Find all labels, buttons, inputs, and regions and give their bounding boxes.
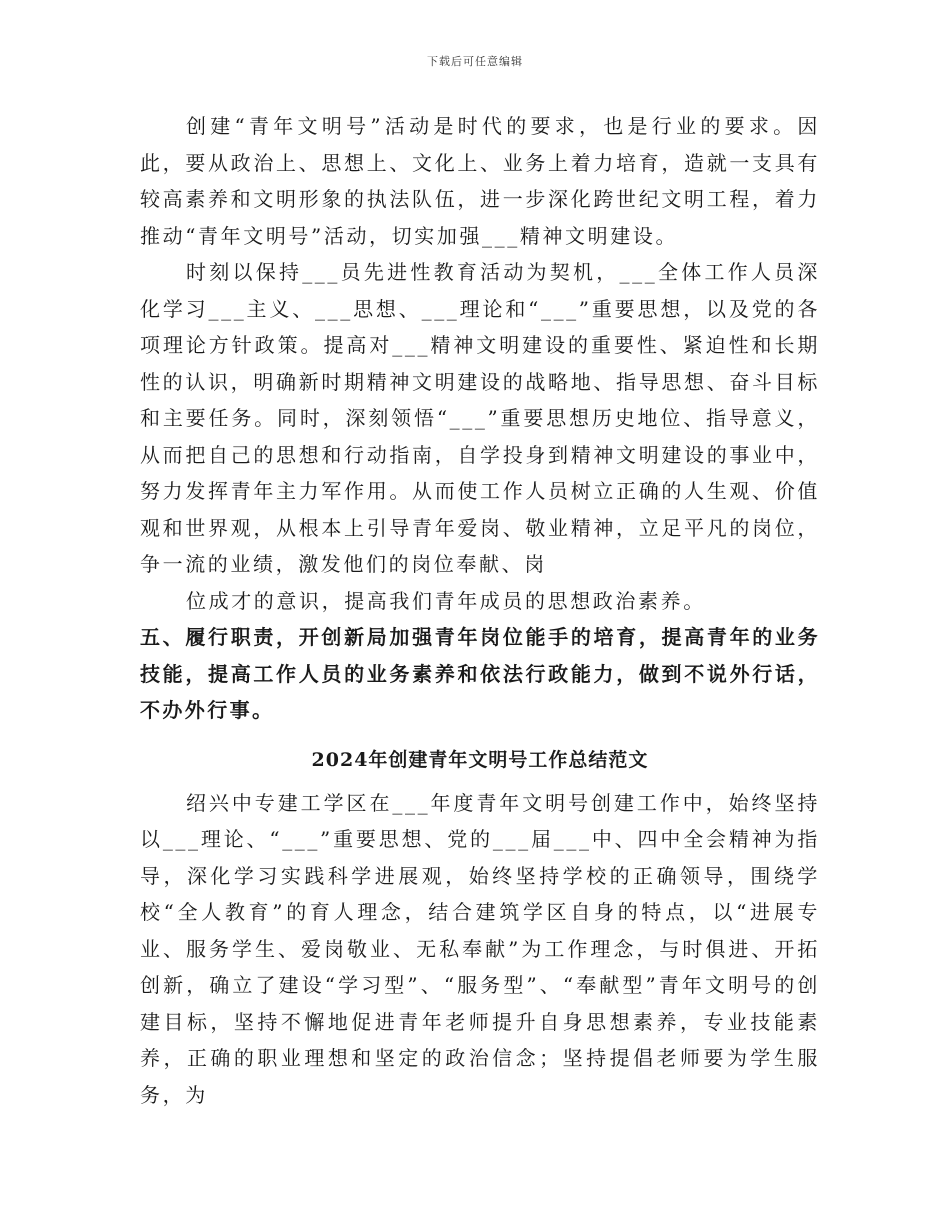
paragraph-2: 时刻以保持___员先进性教育活动为契机，___全体工作人员深化学习___主义、___思想、___理论和“___”重要思想，以及党的各项理论方针政策。提高对___精神文明建设的重要性、紧迫性和长期性的认识，明确新时期精神文明建设的战略地、指导思想、奋斗目标和主要任务。同时，深刻领悟“___”重要思想历史地位、指导意义，从而把自己的思想和行动指南，自学投身到精神文明建设的事业中，努力发挥青年主力军作用。从而使工作人员树立正确的人生观、价值观和世界观，从根本上引导青年爱岗、敬业精神，立足平凡的岗位，争一流的业绩，激发他们的岗位奉献、岗	[140, 260, 820, 576]
title-wrapper	[140, 729, 820, 785]
paragraph-1: 创建“青年文明号”活动是时代的要求，也是行业的要求。因此，要从政治上、思想上、文化上、业务上着力培育，造就一支具有较高素养和文明形象的执法队伍，进一步深化跨世纪文明工程，着力推动“青年文明号”活动，切实加强___精神文明建设。	[140, 114, 820, 248]
document-title: 2024年创建青年文明号工作总结范文	[311, 748, 649, 771]
section-heading-five: 五、履行职责，开创新局加强青年岗位能手的培育，提高青年的业务技能，提高工作人员的业务素养和依法行政能力，做到不说外行话，不办外行事。	[140, 625, 820, 722]
paragraph-3: 位成才的意识，提高我们青年成员的思想政治素养。	[186, 588, 706, 613]
document-body	[140, 108, 820, 1113]
paragraph-5: 绍兴中专建工学区在___年度青年文明号创建工作中，始终坚持以___理论、“___”重要思想、党的___届___中、四中全会精神为指导，深化学习实践科学进展观，始终坚持学校的正确领导，围绕学校“全人教育”的育人理念，结合建筑学区自身的特点，以“进展专业、服务学生、爱岗敬业、无私奉献”为工作理念，与时俱进、开拓创新，确立了建设“学习型”、“服务型”、“奉献型”青年文明号的创建目标，坚持不懈地促进青年老师提升自身思想素养，专业技能素养，正确的职业理想和坚定的政治信念；坚持提倡老师要为学生服务，为	[140, 790, 820, 1107]
page-header-note: 下载后可任意编辑	[427, 55, 523, 68]
